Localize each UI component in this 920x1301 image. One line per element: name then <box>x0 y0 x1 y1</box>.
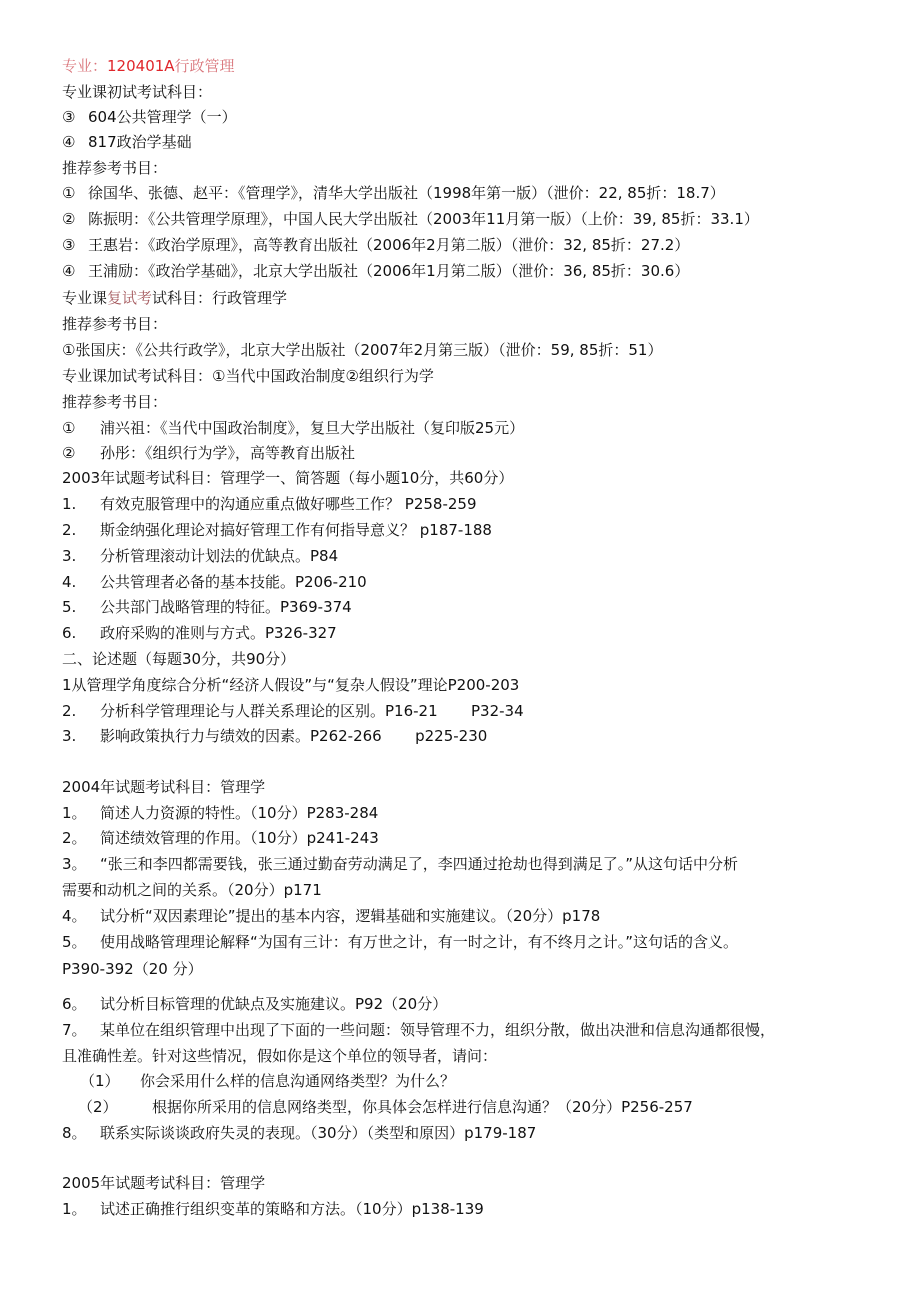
list-marker: ② <box>62 210 76 228</box>
major-title <box>62 56 235 76</box>
list-marker: 2. <box>62 521 77 539</box>
line-text: 试分析“双因素理论”提出的基本内容，逻辑基础和实施建议。（20分）p178 <box>100 907 601 925</box>
list-marker: ④ <box>62 133 76 151</box>
list-item <box>62 803 378 823</box>
list-marker: 5. <box>62 598 77 616</box>
list-marker: （1） <box>80 1072 120 1090</box>
list-marker: ③ <box>62 236 76 254</box>
text-segment: 行政管理 <box>174 57 235 75</box>
line-text: 简述人力资源的特性。（10分）P283-284 <box>100 804 379 822</box>
line-text: 需要和动机之间的关系。（20分）p171 <box>62 881 322 899</box>
text-line <box>62 314 167 334</box>
line-text: 王惠岩：《政治学原理》，高等教育出版社（2006年2月第二版）（泄价：32, 85折：27.2） <box>88 236 690 254</box>
list-item <box>62 183 725 203</box>
list-item <box>62 443 355 463</box>
text-line <box>62 649 295 669</box>
line-text: 1从管理学角度综合分析“经济人假设”与“复杂人假设”理论P200-203 <box>62 676 520 694</box>
list-marker: 2. <box>62 702 77 720</box>
line-text: P390-392（20 分） <box>62 960 203 978</box>
list-item <box>62 235 689 255</box>
list-marker: 1。 <box>62 804 87 822</box>
text-segment: 试科目：行政管理学 <box>152 289 288 307</box>
line-text: 根据你所采用的信息网络类型，你具体会怎样进行信息沟通？（20分）P256-257 <box>152 1098 693 1116</box>
line-text: 二、论述题（每题30分，共90分） <box>62 650 296 668</box>
text-line <box>62 158 167 178</box>
line-text: 使用战略管理理论解释“为国有三计：有万世之计，有一时之计，有不终月之计。”这句话的含义。 <box>100 933 739 951</box>
line-text: 试分析目标管理的优缺点及实施建议。P92（20分） <box>100 995 448 1013</box>
line-text: 专业课加试考试科目：①当代中国政治制度②组织行为学 <box>62 367 434 385</box>
list-item <box>62 209 759 229</box>
line-text: 斯金纳强化理论对搞好管理工作有何指导意义？ p187-188 <box>100 521 492 539</box>
line-text: 专业课初试考试科目： <box>62 83 213 101</box>
line-text: 试述正确推行组织变革的策略和方法。（10分）p138-139 <box>100 1200 484 1218</box>
text-segment: 专业： <box>62 57 108 75</box>
text-line <box>62 340 662 360</box>
list-item <box>62 701 524 721</box>
list-item <box>62 520 492 540</box>
list-item <box>62 1199 484 1219</box>
list-item <box>62 546 338 566</box>
line-text: 推荐参考书目： <box>62 393 168 411</box>
text-line <box>62 82 212 102</box>
list-marker: 7。 <box>62 1021 87 1039</box>
list-marker: ② <box>62 444 76 462</box>
line-text: 你会采用什么样的信息沟通网络类型？为什么？ <box>140 1072 456 1090</box>
line-text: 某单位在组织管理中出现了下面的一些问题：领导管理不力，组织分散，做出决泄和信息沟通都很慢， <box>100 1021 776 1039</box>
line-text: 推荐参考书目： <box>62 315 168 333</box>
line-text: 有效克服管理中的沟通应重点做好哪些工作？ P258-259 <box>100 495 477 513</box>
line-text: 公共管理者必备的基本技能。P206-210 <box>100 573 367 591</box>
text-line <box>62 959 203 979</box>
line-text: 简述绩效管理的作用。（10分）p241-243 <box>100 829 379 847</box>
list-item <box>62 623 337 643</box>
line-text: 2005年试题考试科目：管理学 <box>62 1174 266 1192</box>
list-item <box>78 1097 693 1117</box>
text-segment: 复试考 <box>107 289 153 307</box>
list-marker: 2。 <box>62 829 87 847</box>
list-marker: 3. <box>62 727 77 745</box>
text-line <box>62 468 513 488</box>
line-text: 徐国华、张德、赵平：《管理学》，清华大学出版社（1998年第一版）（泄价：22, 85折：18.7） <box>88 184 725 202</box>
list-marker: 1。 <box>62 1200 87 1218</box>
list-marker: ① <box>62 419 76 437</box>
list-marker: （2） <box>78 1098 118 1116</box>
text-segment: 120401A <box>107 57 175 75</box>
list-item <box>62 494 477 514</box>
list-item <box>62 261 689 281</box>
list-item <box>80 1071 455 1091</box>
list-item <box>62 906 600 926</box>
text-line <box>62 777 265 797</box>
text-line <box>62 392 167 412</box>
text-line <box>62 366 434 386</box>
line-text: 影响政策执行力与绩效的因素。P262-266 p225-230 <box>100 727 488 745</box>
text-line <box>62 1173 265 1193</box>
text-line <box>62 880 322 900</box>
line-text: “张三和李四都需要钱，张三通过勤奋劳动满足了，李四通过抢劫也得到满足了。”从这句话中分析 <box>100 855 739 873</box>
list-marker: ① <box>62 184 76 202</box>
list-item <box>62 854 738 874</box>
line-text: 联系实际谈谈政府失灵的表现。（30分）（类型和原因）p179-187 <box>100 1124 537 1142</box>
list-marker: ④ <box>62 262 76 280</box>
line-text: 浦兴祖：《当代中国政治制度》，复旦大学出版社（复印版25元） <box>100 419 525 437</box>
list-marker: 1. <box>62 495 77 513</box>
line-text: 分析管理滚动计划法的优缺点。P84 <box>100 547 339 565</box>
line-text: 陈振明：《公共管理学原理》，中国人民大学出版社（2003年11月第一版）（上价：39, 85折：33.1） <box>88 210 759 228</box>
line-text: 且准确性差。针对这些情况，假如你是这个单位的领导者，请问： <box>62 1047 498 1065</box>
line-text: 王浦励：《政治学基础》，北京大学出版社（2006年1月第二版）（泄价：36, 85折：30.6） <box>88 262 690 280</box>
list-item <box>62 932 738 952</box>
list-item <box>62 1123 536 1143</box>
line-text: 孙彤：《组织行为学》，高等教育出版社 <box>100 444 356 462</box>
text-segment: 专业课 <box>62 289 108 307</box>
text-line <box>62 675 519 695</box>
text-line <box>62 1046 497 1066</box>
list-marker: 4. <box>62 573 77 591</box>
list-marker: 5。 <box>62 933 87 951</box>
list-marker: 6. <box>62 624 77 642</box>
line-text: 817政治学基础 <box>88 133 192 151</box>
list-item <box>62 828 379 848</box>
list-item <box>62 994 447 1014</box>
list-item <box>62 726 487 746</box>
list-item <box>62 1020 775 1040</box>
line-text: 604公共管理学（一） <box>88 108 237 126</box>
text-line <box>62 288 287 308</box>
line-text: 分析科学管理理论与人群关系理论的区别。P16-21 P32-34 <box>100 702 524 720</box>
line-text: 政府采购的准则与方式。P326-327 <box>100 624 337 642</box>
list-item <box>62 572 367 592</box>
list-marker: 8。 <box>62 1124 87 1142</box>
list-marker: 3。 <box>62 855 87 873</box>
list-item <box>62 418 524 438</box>
list-item <box>62 597 352 617</box>
line-text: 推荐参考书目： <box>62 159 168 177</box>
line-text: 公共部门战略管理的特征。P369-374 <box>100 598 352 616</box>
line-text: 2003年试题考试科目：管理学一、简答题（每小题10分，共60分） <box>62 469 514 487</box>
line-text: 2004年试题考试科目：管理学 <box>62 778 266 796</box>
list-marker: ③ <box>62 108 76 126</box>
line-text: ①张国庆：《公共行政学》，北京大学出版社（2007年2月第三版）（泄价：59, 85折：51） <box>62 341 663 359</box>
list-item <box>62 107 237 127</box>
list-marker: 3. <box>62 547 77 565</box>
list-item <box>62 132 192 152</box>
list-marker: 6。 <box>62 995 87 1013</box>
list-marker: 4。 <box>62 907 87 925</box>
